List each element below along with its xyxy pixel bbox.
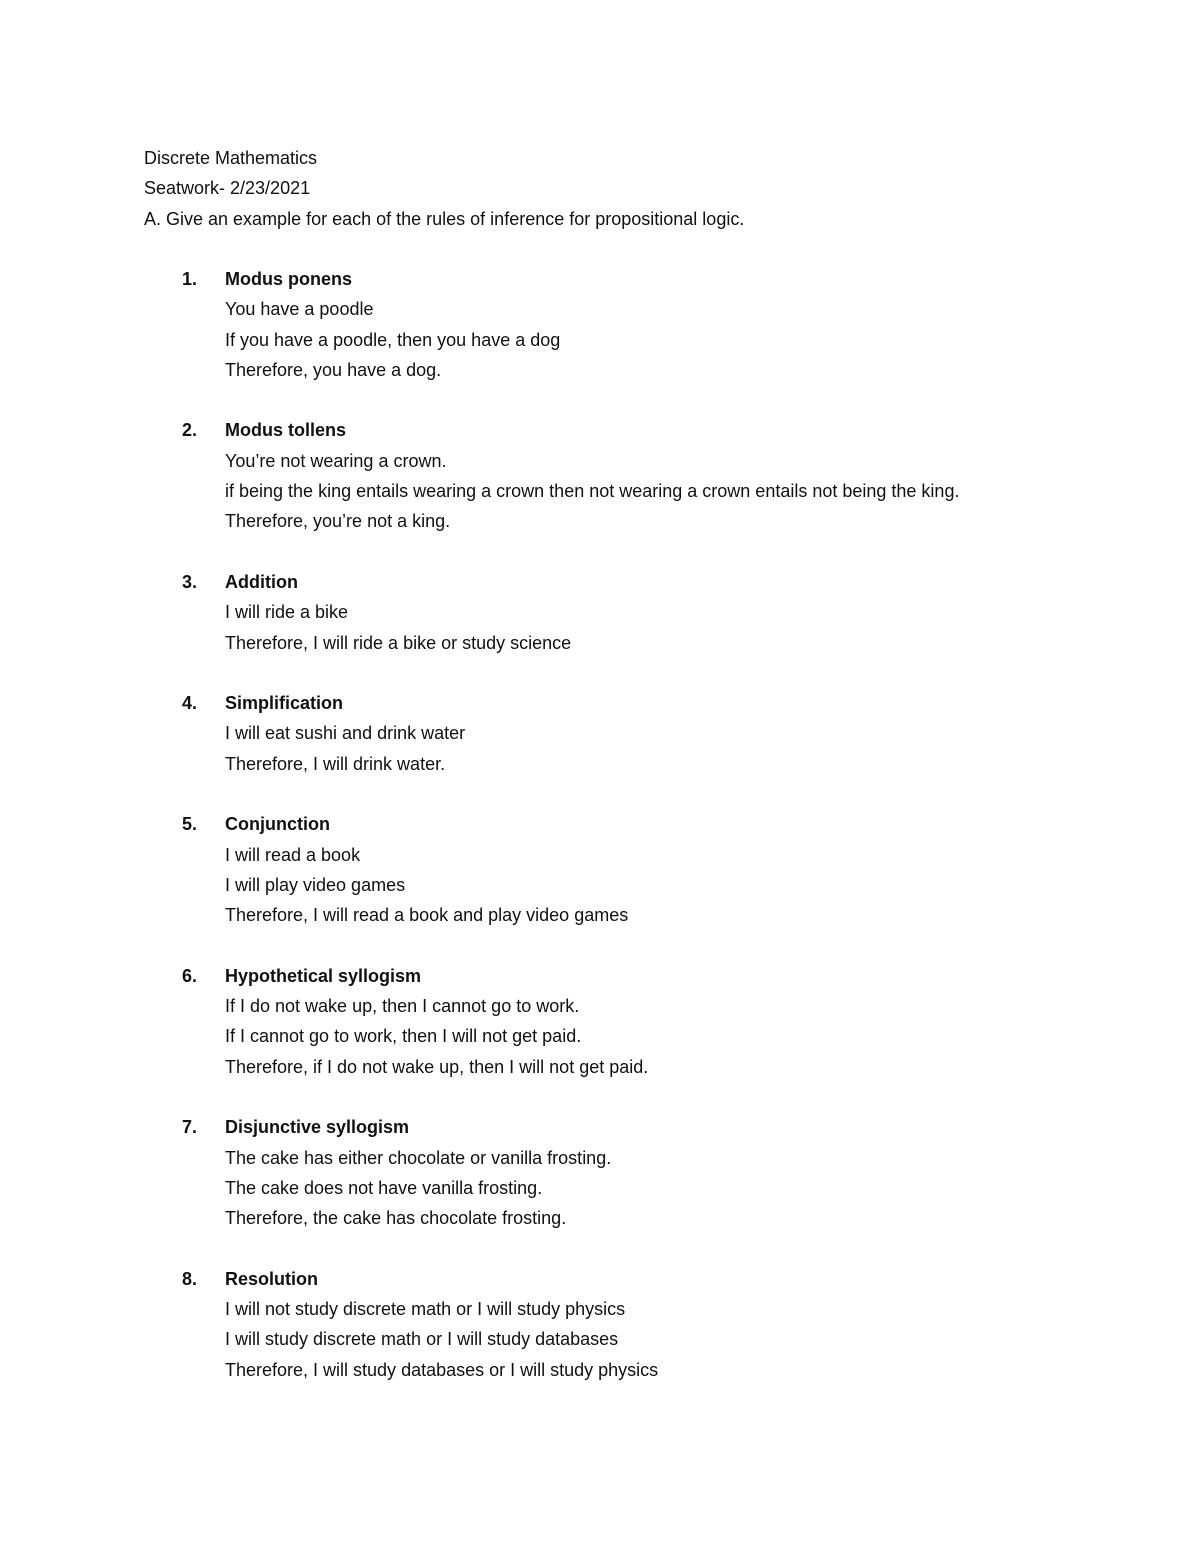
item-body bbox=[225, 567, 1104, 658]
item-number: 4. bbox=[182, 693, 198, 714]
rule-title: Conjunction bbox=[225, 814, 330, 835]
example-line: Therefore, I will drink water. bbox=[225, 753, 446, 774]
item-number: 7. bbox=[182, 1117, 198, 1138]
example-line: Therefore, you’re not a king. bbox=[225, 511, 451, 532]
item-body bbox=[225, 688, 1104, 779]
example-line: Therefore, the cake has chocolate frosting. bbox=[225, 1208, 567, 1229]
rule-title: Modus ponens bbox=[225, 269, 352, 289]
instruction-text: A. Give an example for each of the rules of inference for propositional logic. bbox=[144, 208, 745, 229]
example-line: I will study discrete math or I will study databases bbox=[225, 1329, 619, 1350]
rule-title: Disjunctive syllogism bbox=[225, 1117, 410, 1138]
example-line: I will read a book bbox=[225, 844, 361, 865]
example-line: Therefore, you have a dog. bbox=[225, 359, 442, 380]
list-item bbox=[144, 415, 1104, 536]
example-line: If I do not wake up, then I cannot go to work. bbox=[225, 996, 580, 1017]
item-body bbox=[225, 961, 1104, 1082]
example-line: I will play video games bbox=[225, 874, 406, 895]
item-number: 2. bbox=[182, 420, 198, 441]
document-header bbox=[144, 143, 1104, 234]
item-body bbox=[225, 809, 1104, 930]
item-number: 8. bbox=[182, 1268, 198, 1289]
example-line: I will eat sushi and drink water bbox=[225, 723, 466, 744]
list-item bbox=[144, 1112, 1104, 1233]
example-line: The cake does not have vanilla frosting. bbox=[225, 1177, 543, 1198]
item-body bbox=[225, 1112, 1104, 1233]
item-body bbox=[225, 1264, 1104, 1385]
item-number: 6. bbox=[182, 965, 198, 986]
list-item bbox=[144, 567, 1104, 658]
rules-list bbox=[144, 264, 1104, 1415]
rule-title: Simplification bbox=[225, 693, 344, 714]
item-body bbox=[225, 415, 1104, 536]
example-line: If you have a poodle, then you have a dog bbox=[225, 329, 561, 350]
rule-title: Hypothetical syllogism bbox=[225, 965, 422, 986]
example-line: You have a poodle bbox=[225, 299, 374, 320]
example-line: Therefore, I will read a book and play video games bbox=[225, 905, 629, 926]
example-line: You’re not wearing a crown. bbox=[225, 450, 447, 471]
example-line: The cake has either chocolate or vanilla frosting. bbox=[225, 1147, 612, 1168]
list-item bbox=[144, 688, 1104, 779]
rule-title: Modus tollens bbox=[225, 420, 346, 441]
seatwork-date: Seatwork- 2/23/2021 bbox=[144, 178, 311, 199]
example-line: I will not study discrete math or I will study physics bbox=[225, 1299, 626, 1320]
example-line: Therefore, I will study databases or I will study physics bbox=[225, 1359, 659, 1380]
example-line: If I cannot go to work, then I will not get paid. bbox=[225, 1026, 582, 1047]
item-body bbox=[225, 264, 1104, 385]
example-line: Therefore, if I do not wake up, then I will not get paid. bbox=[225, 1056, 649, 1077]
example-line: I will ride a bike bbox=[225, 602, 349, 623]
item-number: 5. bbox=[182, 814, 198, 835]
item-number: 3. bbox=[182, 571, 198, 592]
list-item bbox=[144, 961, 1104, 1082]
list-item bbox=[144, 1264, 1104, 1385]
course-title: Discrete Mathematics bbox=[144, 148, 318, 168]
example-line: if being the king entails wearing a crown then not wearing a crown entails not being the king. bbox=[225, 481, 960, 502]
example-line: Therefore, I will ride a bike or study science bbox=[225, 632, 572, 653]
list-item bbox=[144, 264, 1104, 385]
item-number: 1. bbox=[182, 269, 198, 289]
rule-title: Resolution bbox=[225, 1268, 318, 1289]
list-item bbox=[144, 809, 1104, 930]
rule-title: Addition bbox=[225, 571, 298, 592]
